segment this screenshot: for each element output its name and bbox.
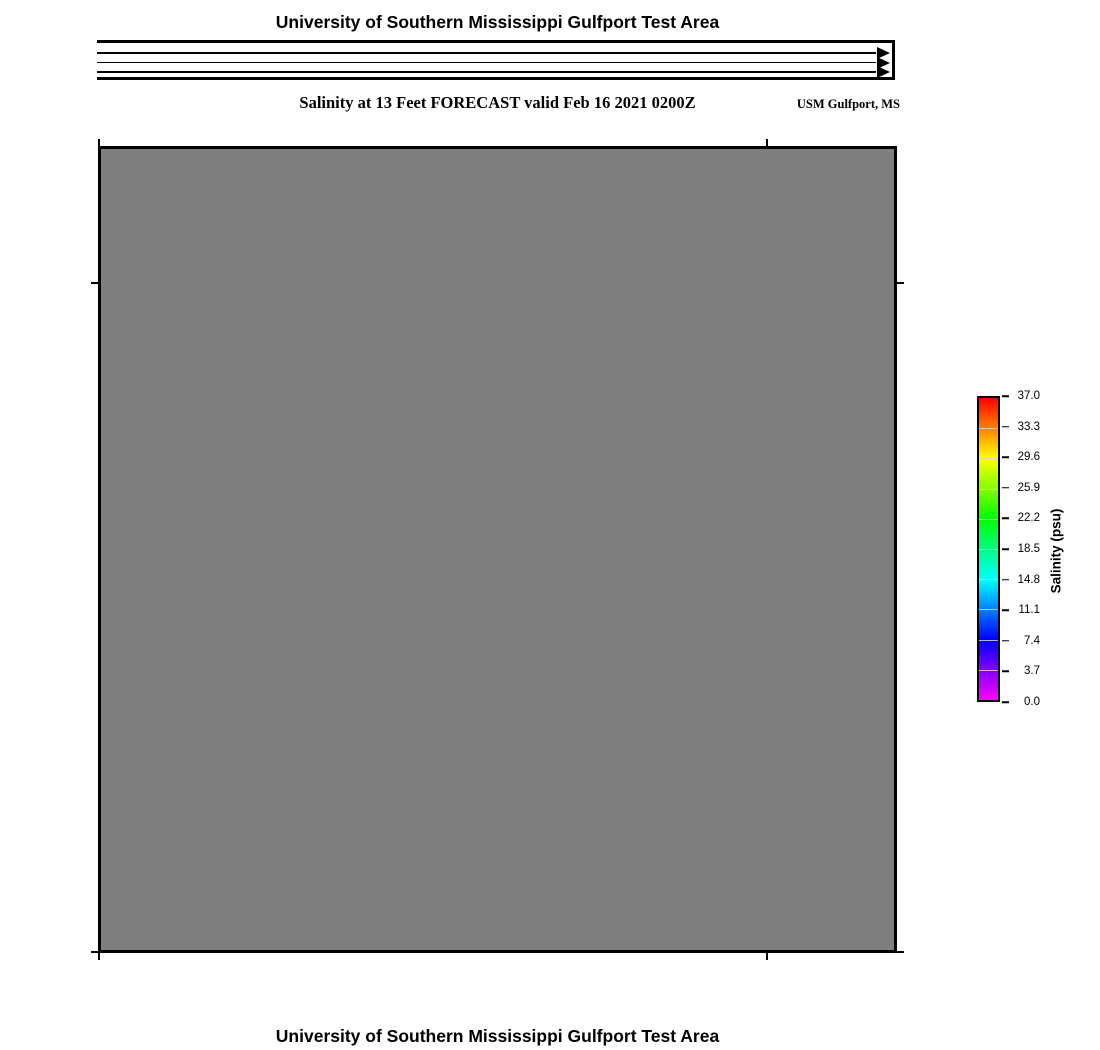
colorbar-gridline bbox=[979, 489, 998, 490]
colorbar-tick-label: 0.0 bbox=[1024, 696, 1040, 708]
colorbar-tick bbox=[1002, 389, 1040, 403]
map-area bbox=[98, 146, 897, 953]
colorbar-gridline bbox=[979, 549, 998, 550]
colorbar-tick-label: 14.8 bbox=[1017, 573, 1040, 586]
colorbar-tick-mark bbox=[1002, 579, 1009, 581]
colorbar-tick-mark bbox=[1002, 456, 1009, 458]
footer-title: University of Southern Mississippi Gulfport Test Area bbox=[275, 1026, 720, 1046]
colorbar-tick-mark bbox=[1002, 640, 1009, 642]
colorbar-tick bbox=[1002, 542, 1040, 556]
colorbar bbox=[977, 396, 1000, 702]
colorbar-tick-mark bbox=[1002, 518, 1009, 520]
colorbar-tick bbox=[1002, 664, 1040, 678]
flow-arrow bbox=[97, 66, 890, 78]
colorbar-tick-mark bbox=[1002, 395, 1009, 397]
colorbar-tick-mark bbox=[1002, 426, 1009, 428]
colorbar-tick bbox=[1002, 511, 1040, 525]
axis-tick-right-lower bbox=[897, 951, 904, 953]
colorbar-gridline bbox=[979, 640, 998, 641]
colorbar-tick-label: 33.3 bbox=[1017, 420, 1040, 433]
axis-tick-bottom bbox=[766, 953, 768, 960]
flow-arrow-line bbox=[97, 71, 876, 73]
flow-arrow-line bbox=[97, 62, 876, 64]
colorbar-tick bbox=[1002, 695, 1040, 709]
colorbar-tick-label: 29.6 bbox=[1017, 451, 1040, 464]
axis-tick-left-upper bbox=[91, 282, 98, 284]
colorbar-tick-mark bbox=[1002, 701, 1009, 703]
colorbar-gridline bbox=[979, 428, 998, 429]
colorbar-tick-label: 25.9 bbox=[1017, 481, 1040, 494]
flow-arrows-banner bbox=[97, 40, 895, 80]
axis-tick-left-lower bbox=[91, 951, 98, 953]
colorbar-tick-label: 3.7 bbox=[1024, 665, 1040, 678]
axis-tick-bottom-left bbox=[98, 953, 100, 960]
flow-arrow-icon bbox=[877, 66, 890, 78]
colorbar-tick-mark bbox=[1002, 609, 1009, 611]
colorbar-tick-mark bbox=[1002, 548, 1009, 550]
colorbar-gradient bbox=[979, 398, 998, 700]
colorbar-tick bbox=[1002, 573, 1040, 587]
colorbar-tick-label: 22.2 bbox=[1017, 512, 1040, 525]
colorbar-gridline bbox=[979, 609, 998, 610]
forecast-subtitle: Salinity at 13 Feet FORECAST valid Feb 16 2021 0200Z bbox=[299, 93, 696, 112]
colorbar-tick bbox=[1002, 603, 1040, 617]
colorbar-gridline bbox=[979, 670, 998, 671]
colorbar-ticks bbox=[1002, 390, 1040, 708]
colorbar-tick bbox=[1002, 450, 1040, 464]
colorbar-gridline bbox=[979, 458, 998, 459]
page-title: University of Southern Mississippi Gulfport Test Area bbox=[275, 12, 720, 32]
colorbar-tick-label: 7.4 bbox=[1024, 634, 1040, 647]
axis-tick-top-left bbox=[98, 139, 100, 146]
colorbar-tick-label: 18.5 bbox=[1017, 543, 1040, 555]
colorbar-tick bbox=[1002, 420, 1040, 434]
credit-label: USM Gulfport, MS bbox=[796, 97, 900, 111]
colorbar-tick-label: 37.0 bbox=[1017, 390, 1040, 402]
colorbar-tick-mark bbox=[1002, 487, 1009, 489]
flow-arrow-line bbox=[97, 52, 876, 54]
colorbar-gridline bbox=[979, 519, 998, 520]
colorbar-tick-mark bbox=[1002, 671, 1009, 673]
colorbar-tick bbox=[1002, 481, 1040, 495]
axis-tick-right-upper bbox=[897, 282, 904, 284]
colorbar-gridline bbox=[979, 579, 998, 580]
axis-tick-top bbox=[766, 139, 768, 146]
colorbar-axis-label: Salinity (psu) bbox=[1048, 508, 1064, 594]
colorbar-tick bbox=[1002, 634, 1040, 648]
colorbar-tick-label: 11.1 bbox=[1018, 604, 1040, 617]
